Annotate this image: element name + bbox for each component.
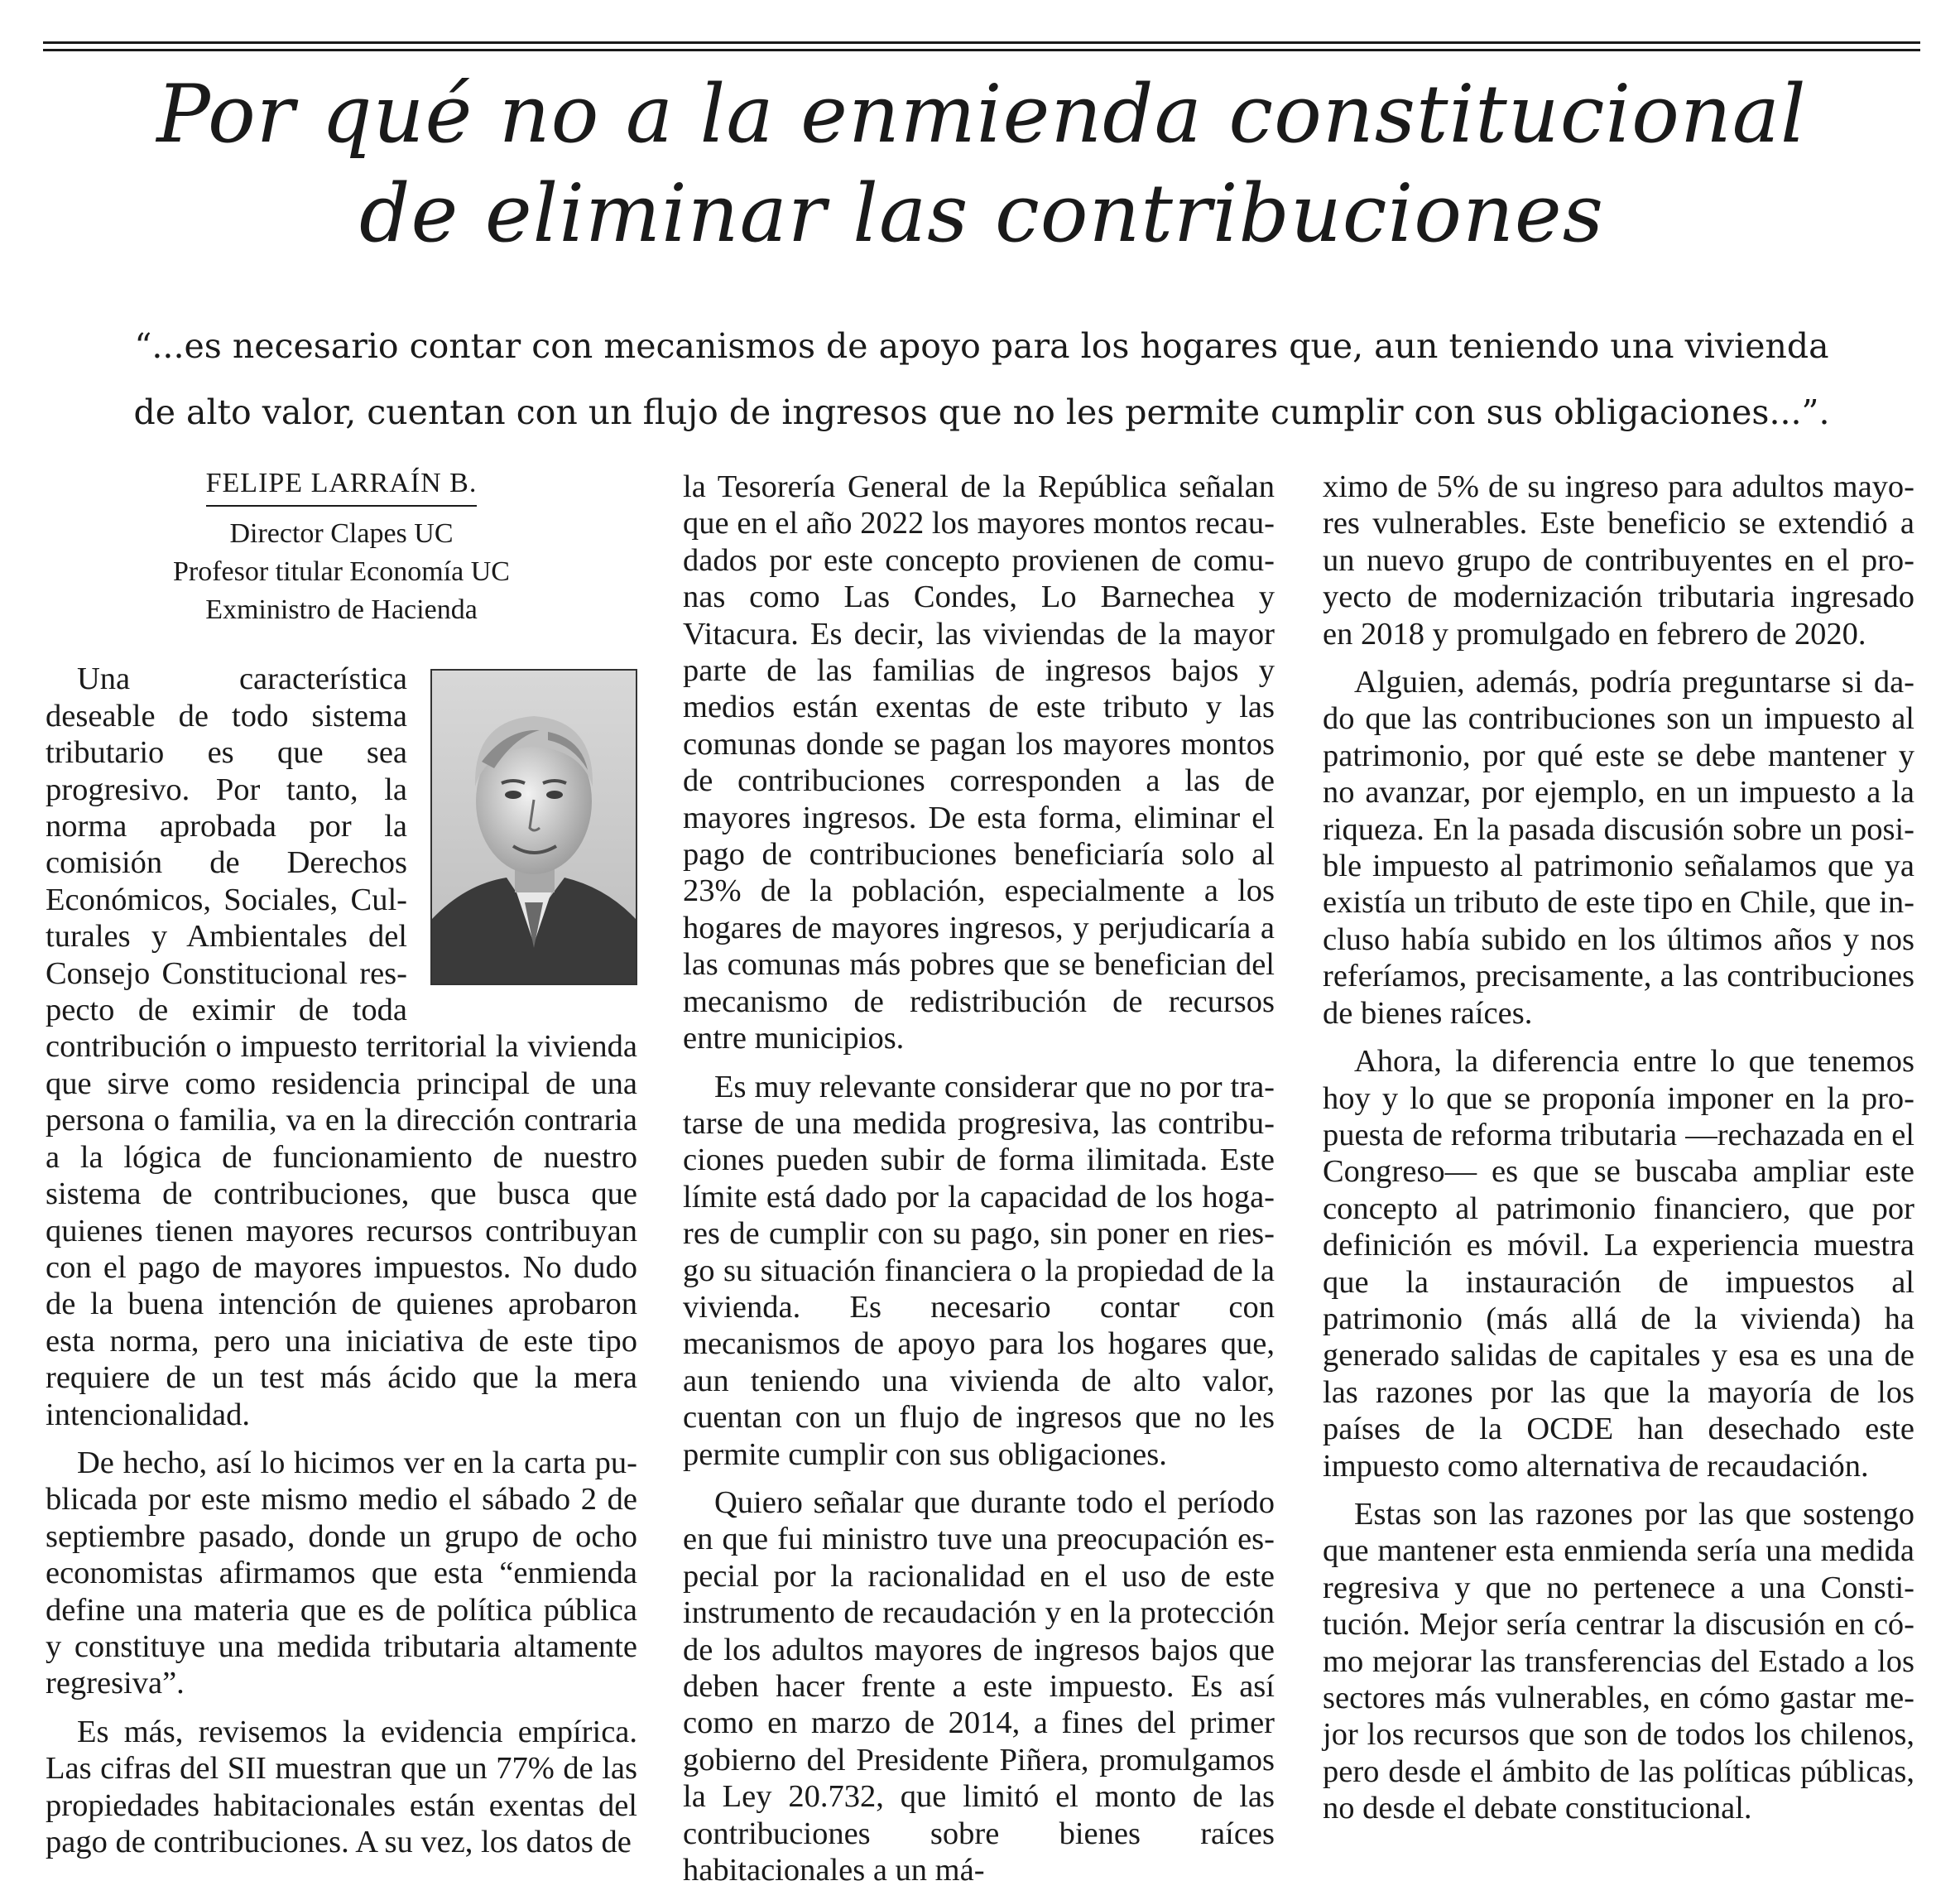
paragraph-2: De hecho, así lo hicimos ver en la carta publicada por este mismo medio el sábado 2 de septiembre pasado, donde un grupo de ocho economistas afirmamos que esta “enmienda define una materia que es de política pública y constituye una medida tributaria altamente regresiva”.	[46, 1445, 637, 1701]
paragraph-7: Ahora, la diferencia entre lo que tenemos hoy y lo que se proponía imponer en la propuesta de reforma tributaria —rechazada en el Congreso— es que se buscaba ampliar este concepto al patrimonio financiero, que por definición es móvil. La experiencia muestra que la instauración de impuestos al patrimonio (más allá de la vivienda) ha generado salidas de capitales y esa es una de las razones por las que la mayoría de los países de la OCDE han desechado este impuesto como alternativa de recaudación.	[1323, 1044, 1914, 1484]
headline-line-2: de eliminar las contribuciones	[359, 167, 1604, 260]
deck-line-2: de alto valor, cuentan con un flujo de ingresos que no les permite cumplir con sus obligaciones...”.	[133, 392, 1830, 432]
paragraph-3-continued: la Tesorería General de la República señalan que en el año 2022 los mayores montos recaudados por este concepto provienen de comunas como Las Condes, Lo Barnechea y Vitacura. Es decir, las viviendas de la mayor parte de las familias de ingresos bajos y medios están exentas de este tributo y las comunas donde se pagan los mayores montos de contribuciones corresponden a las de mayores ingresos. De esta forma, eliminar el pago de contribuciones beneficiaría solo al 23% de la población, especialmente a los hogares de mayores ingresos, y perjudicaría a las comunas más pobres que se benefician del mecanismo de redistribución de recursos entre municipios.	[683, 469, 1275, 1056]
author-name: FELIPE LARRAÍN B.	[206, 465, 478, 507]
column-1	[46, 464, 637, 1872]
author-role-2: Profesor titular Economía UC	[173, 556, 510, 588]
top-rule	[43, 41, 1920, 44]
paragraph-8: Estas son las razones por las que sostengo que mantener esta enmienda sería una medida regresiva y que no pertenece a una Constitución. Mejor sería centrar la discusión en cómo mejorar las transferencias del Estado a los sectores más vulnerables, en cómo gastar mejor los recursos que son de todos los chilenos, pero desde el ámbito de las políticas públicas, no desde el debate constitucional.	[1323, 1496, 1914, 1826]
headline	[43, 65, 1920, 263]
paragraph-4: Es muy relevante considerar que no por tratarse de una medida progresiva, las contribuciones pueden subir de forma ilimitada. Este límite está dado por la capacidad de los hogares de cumplir con su pago, sin poner en riesgo su situación financiera o la propiedad de la vivienda. Es necesario contar con mecanismos de apoyo para los hogares que, aun teniendo una vivienda de alto valor, cuentan con un flujo de ingresos que no les permite cumplir con sus obligaciones.	[683, 1069, 1275, 1472]
bottom-rule	[43, 49, 1920, 51]
author-photo	[430, 669, 637, 985]
author-role-1: Director Clapes UC	[229, 518, 454, 550]
column-3	[1323, 469, 1914, 1839]
paragraph-5-continued: ximo de 5% de su ingreso para adultos mayores vulnerables. Este beneficio se extendió a un nuevo grupo de contribuyentes en el proyecto de modernización tributaria ingresado en 2018 y promulgado en febrero de 2020.	[1323, 469, 1914, 652]
paragraph-5: Quiero señalar que durante todo el período en que fui ministro tuve una preocupación especial por la racionalidad en el uso de este instrumento de recaudación y en la protección de los adultos mayores de ingresos bajos que deben hacer frente a este impuesto. Es así como en marzo de 2014, a fines del primer gobierno del Presidente Piñera, promulgamos la Ley 20.732, que limitó el monto de las contribuciones sobre bienes raíces habitacionales a un má-	[683, 1484, 1275, 1888]
paragraph-1	[46, 661, 637, 1433]
paragraph-3: Es más, revisemos la evidencia empírica. Las cifras del SII muestran que un 77% de las propiedades habitacionales están exentas del pago de contribuciones. A su vez, los datos de	[46, 1714, 637, 1859]
author-role-3: Exministro de Hacienda	[205, 594, 478, 626]
pull-quote-deck	[50, 313, 1914, 445]
deck-line-1: “...es necesario contar con mecanismos de apoyo para los hogares que, aun teniendo una vivienda	[134, 326, 1829, 366]
byline	[46, 464, 637, 629]
paragraph-6: Alguien, además, podría preguntarse si dado que las contribuciones son un impuesto al patrimonio, por qué este se debe mantener y no avanzar, por ejemplo, en un impuesto a la riqueza. En la pasada discusión sobre un posible impuesto al patrimonio señalamos que ya existía un tributo de este tipo en Chile, que incluso había subido en los últimos años y nos referíamos, precisamente, a las contribuciones de bienes raíces.	[1323, 665, 1914, 1031]
paragraph-1-text: Una característica deseable de todo sistema tributario es que sea progresivo. Por tanto, la norma aprobada por la comisión de Derechos Económicos, Sociales, Culturales y Ambientales del Consejo Constitucional respecto de eximir de toda contribución o impuesto territorial la vivienda que sirve como residencia principal de una persona o familia, va en la dirección contraria a la lógica de funcionamiento de nuestro sistema de contribuciones, que busca que quienes tienen mayores recursos contribuyan con el pago de mayores impuestos. No dudo de la buena intención de quienes aprobaron esta norma, pero una iniciativa de este tipo requiere de un test más ácido que la mera intencionalidad.	[46, 661, 637, 1432]
header-double-rule	[43, 41, 1920, 53]
headline-line-1: Por qué no a la enmienda constitucional	[156, 68, 1807, 161]
column-2	[683, 469, 1275, 1900]
